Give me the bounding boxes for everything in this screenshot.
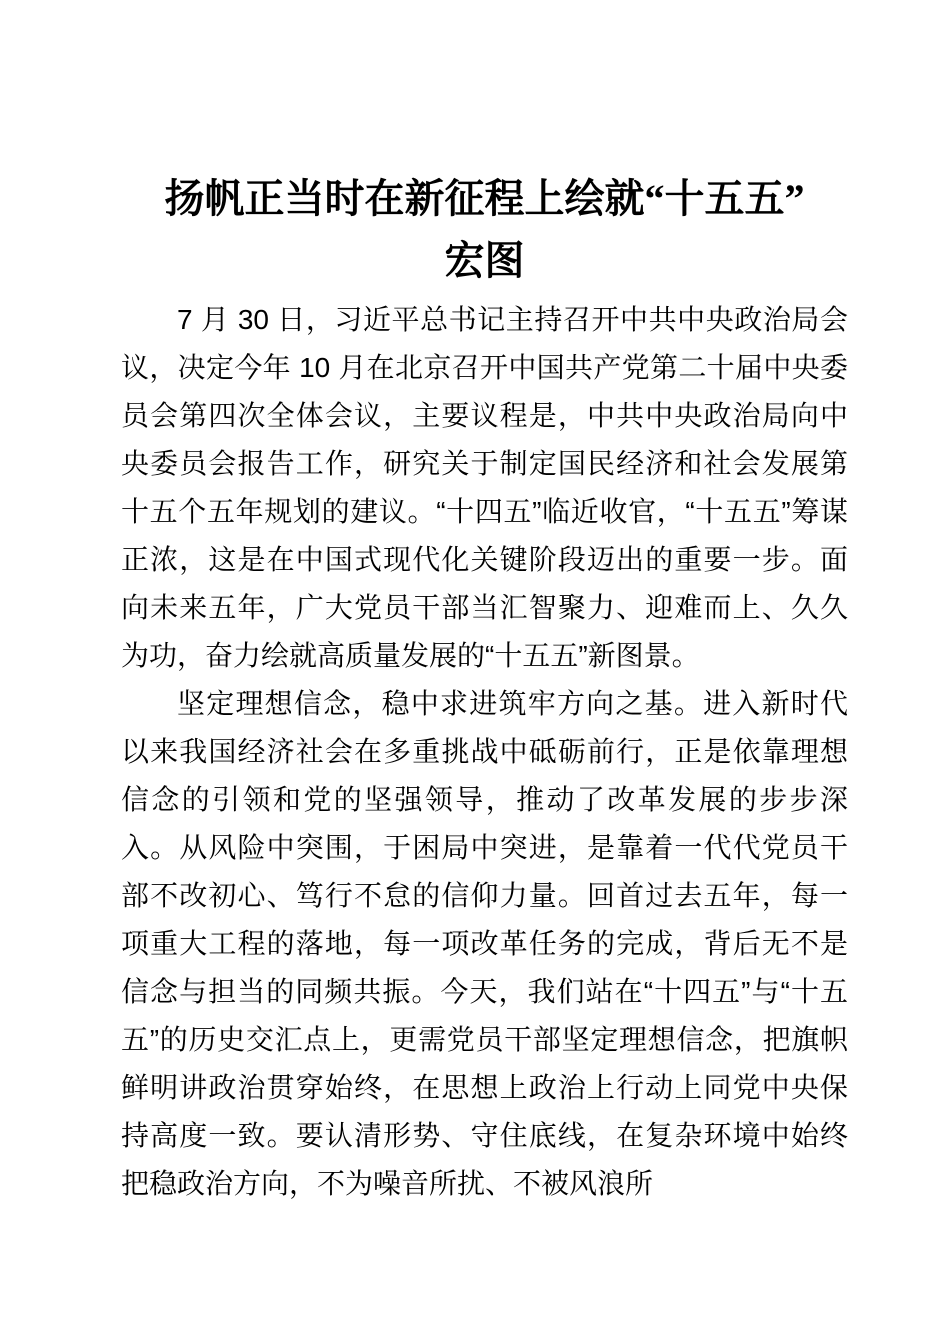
document-title-line-1: 扬帆正当时在新征程上绘就“十五五” (164, 176, 805, 221)
paragraph-2: 坚定理想信念，稳中求进筑牢方向之基。进入新时代以来我国经济社会在多重挑战中砥砺前行，正是依靠理想信念的引领和党的坚强领导，推动了改革发展的步步深入。从风险中突围，于困局中突进，是靠着一代代党员干部不改初心、笃行不怠的信仰力量。回首过去五年，每一项重大工程的落地，每一项改革任务的完成，背后无不是信念与担当的同频共振。今天，我们站在“十四五”与“十五五”的历史交汇点上，更需党员干部坚定理想信念，把旗帜鲜明讲政治贯穿始终，在思想上政治上行动上同党中央保持高度一致。要认清形势、守住底线，在复杂环境中始终把稳政治方向，不为噪音所扰、不被风浪所 (121, 688, 848, 1199)
paragraph-1: 7 月 30 日，习近平总书记主持召开中共中央政治局会议，决定今年 10 月在北京召开中国共产党第二十届中央委员会第四次全体会议，主要议程是，中共中央政治局向中央委员会报告工作，研究关于制定国民经济和社会发展第十五个五年规划的建议。“十四五”临近收官，“十五五”筹谋正浓，这是在中国式现代化关键阶段迈出的重要一步。面向未来五年，广大党员干部当汇智聚力、迎难而上、久久为功，奋力绘就高质量发展的“十五五”新图景。 (121, 304, 848, 671)
document-title-line-2: 宏图 (444, 238, 525, 283)
document-title (121, 168, 848, 292)
document-body (121, 296, 848, 1208)
